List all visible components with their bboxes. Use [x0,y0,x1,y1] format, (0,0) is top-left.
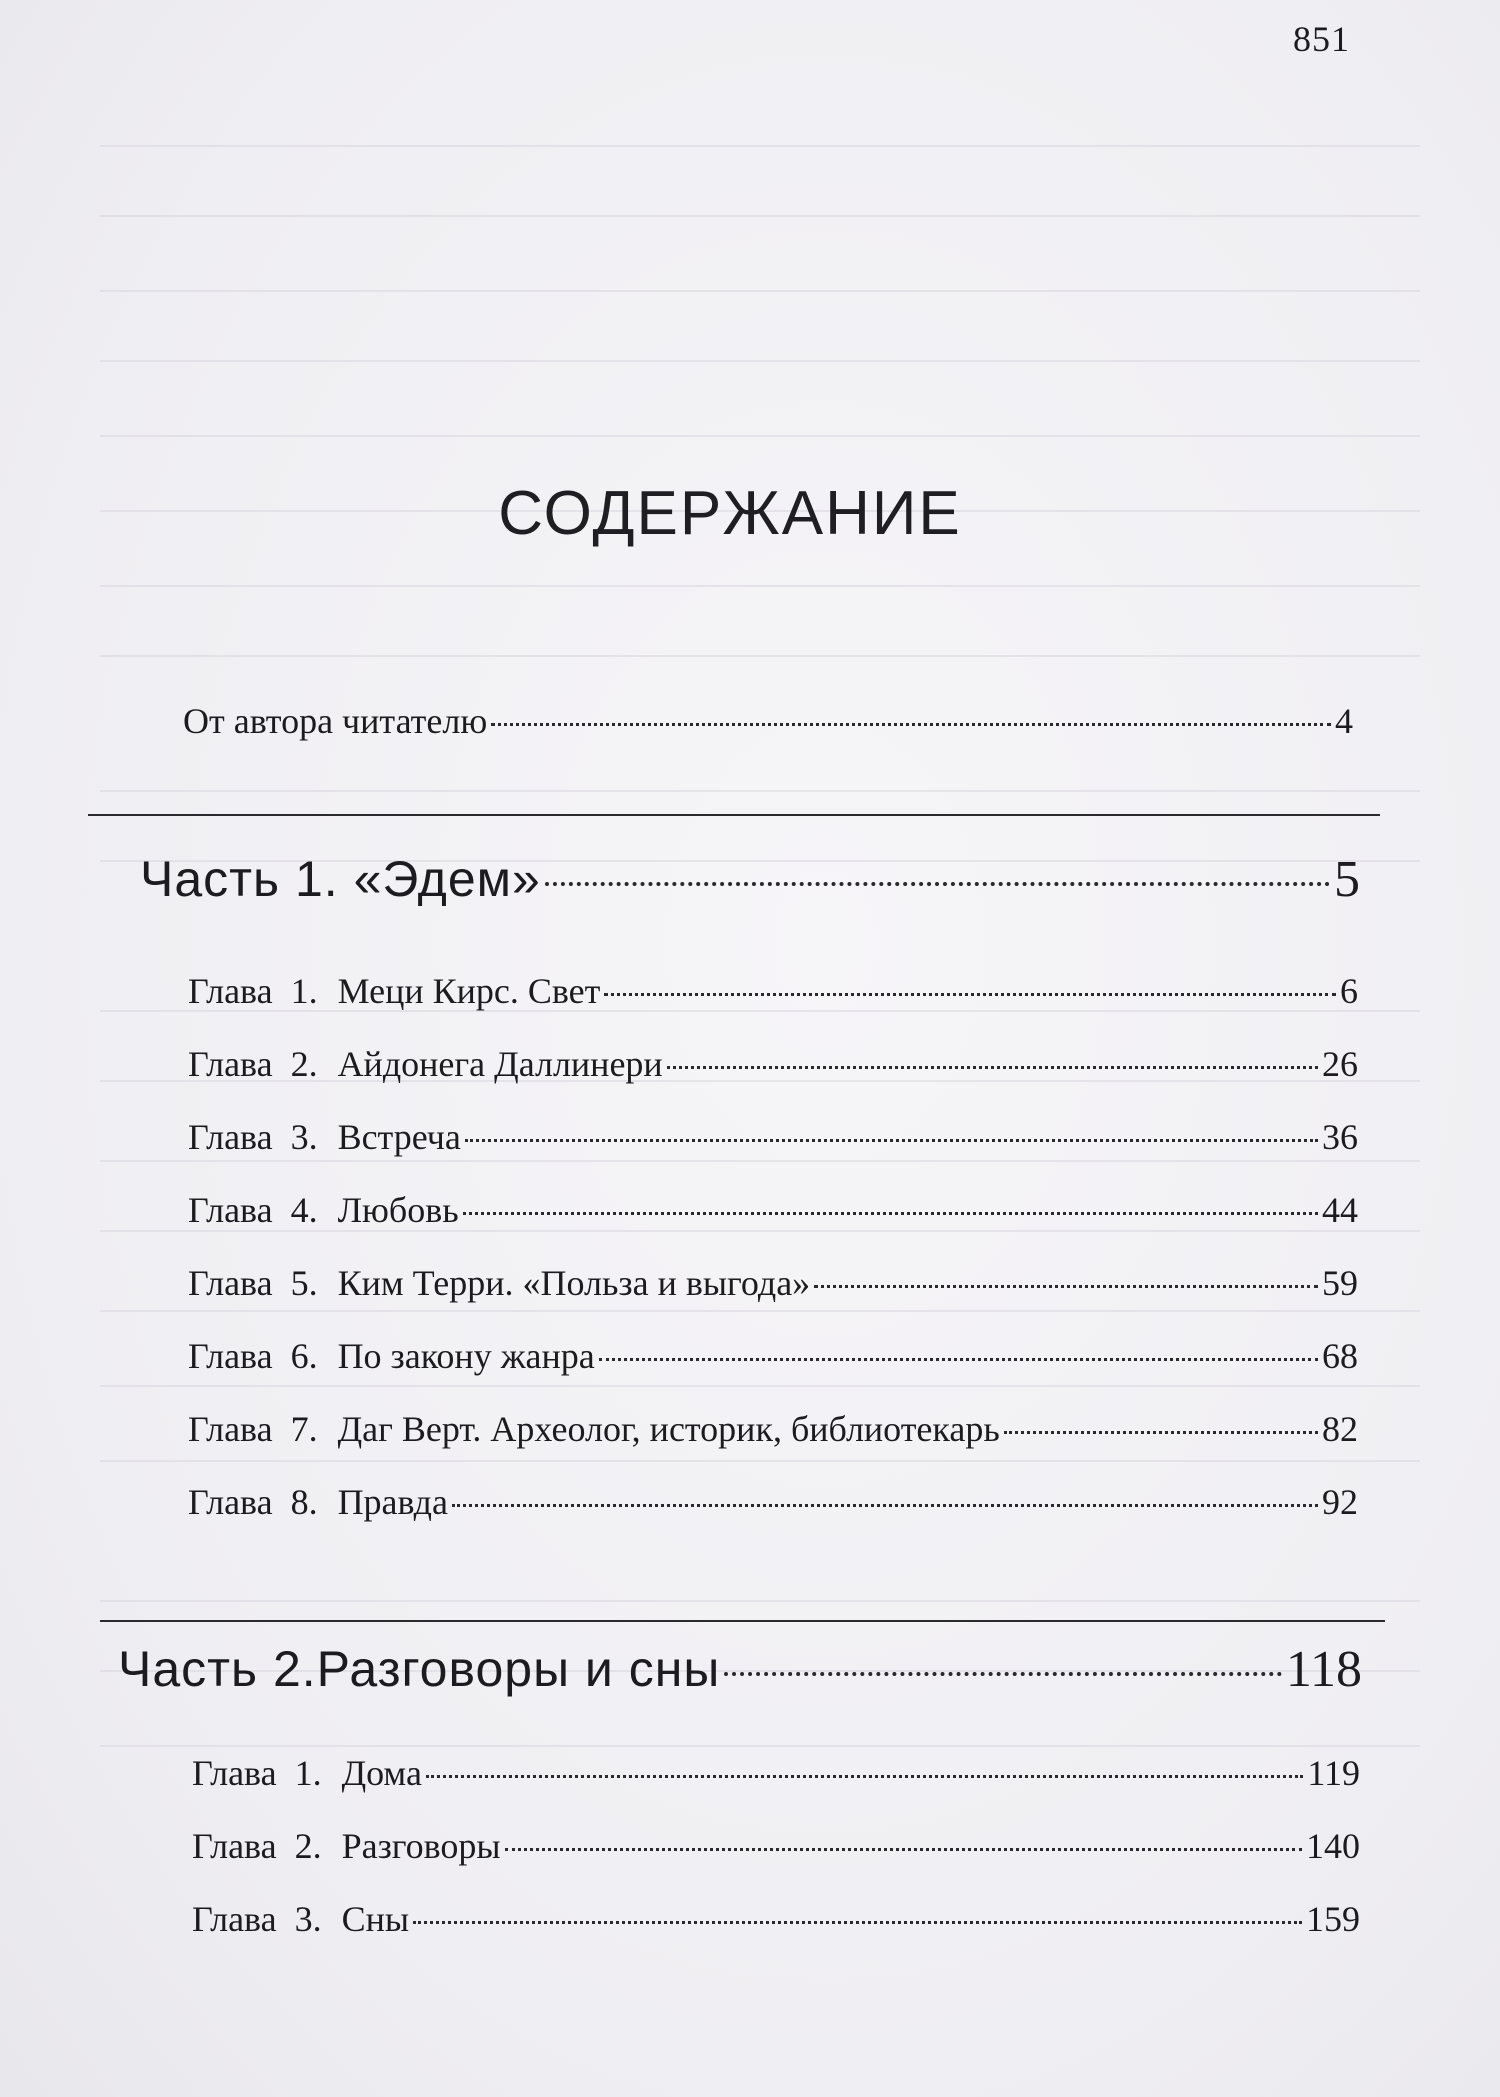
chapter-number: 2. [294,1826,322,1866]
chapter-word: Глава [192,1753,277,1793]
dot-leader [599,1358,1318,1361]
chapter-word: Глава [188,1044,273,1084]
chapter-page: 44 [1322,1190,1358,1230]
toc-part-1[interactable] [140,850,1360,909]
dot-leader [545,882,1330,886]
part-label: Часть 2.Разговоры и сны [118,1641,721,1697]
toc-chapter[interactable] [188,1189,1358,1231]
toc-part-2[interactable] [118,1640,1362,1699]
part-divider [88,814,1380,816]
chapter-page: 36 [1322,1117,1358,1157]
part-divider [100,1620,1385,1622]
dot-leader [814,1285,1318,1288]
part-label: Часть 1. «Эдем» [140,851,541,907]
chapter-page: 140 [1306,1826,1360,1866]
chapter-number: 1. [290,971,318,1011]
toc-chapter[interactable] [188,1262,1358,1304]
chapter-page: 26 [1322,1044,1358,1084]
chapter-page: 82 [1322,1409,1358,1449]
toc-entry-label: От автора читателю [183,701,488,741]
chapter-word: Глава [188,1263,273,1303]
chapter-number: 7. [290,1409,318,1449]
chapter-word: Глава [188,1336,273,1376]
dot-leader [724,1672,1282,1676]
chapter-page: 59 [1322,1263,1358,1303]
chapter-word: Глава [188,971,273,1011]
chapter-title: Айдонега Даллинери [337,1044,663,1084]
chapter-number: 3. [294,1899,322,1939]
chapter-title: Даг Верт. Археолог, историк, библиотекарь [337,1409,1000,1449]
toc-chapter[interactable] [192,1898,1360,1940]
chapter-title: Любовь [337,1190,459,1230]
part-page: 5 [1334,851,1360,908]
toc-chapter[interactable] [188,1408,1358,1450]
toc-chapter[interactable] [188,1481,1358,1523]
part-page: 118 [1285,1641,1362,1698]
toc-title: СОДЕРЖАНИЕ [498,479,962,548]
chapter-page: 92 [1322,1482,1358,1522]
toc-chapter[interactable] [192,1825,1360,1867]
dot-leader [463,1212,1318,1215]
chapter-title: По закону жанра [337,1336,595,1376]
toc-chapter[interactable] [192,1752,1360,1794]
chapter-page: 159 [1306,1899,1360,1939]
chapter-word: Глава [192,1899,277,1939]
toc-entry-preface[interactable] [183,700,1353,742]
dot-leader [667,1066,1318,1069]
chapter-number: 5. [290,1263,318,1303]
chapter-word: Глава [192,1826,277,1866]
chapter-word: Глава [188,1117,273,1157]
chapter-title: Сны [341,1899,410,1939]
chapter-number: 2. [290,1044,318,1084]
chapter-word: Глава [188,1482,273,1522]
chapter-page: 68 [1322,1336,1358,1376]
chapter-word: Глава [188,1190,273,1230]
chapter-title: Правда [337,1482,448,1522]
chapter-page: 119 [1307,1753,1360,1793]
chapter-number: 4. [290,1190,318,1230]
chapter-number: 3. [290,1117,318,1157]
toc-entry-page: 4 [1335,701,1353,741]
chapter-title: Меци Кирс. Свет [337,971,601,1011]
chapter-page: 6 [1340,971,1358,1011]
dot-leader [1004,1431,1318,1434]
toc-chapter[interactable] [188,970,1358,1012]
toc-chapter[interactable] [188,1043,1358,1085]
dot-leader [604,993,1336,996]
toc-chapter[interactable] [188,1335,1358,1377]
chapter-number: 1. [294,1753,322,1793]
chapter-title: Дома [341,1753,422,1793]
dot-leader [505,1848,1302,1851]
page-number: 851 [1293,19,1350,59]
dot-leader [465,1139,1318,1142]
chapter-title: Разговоры [341,1826,501,1866]
dot-leader [452,1504,1318,1507]
dot-leader [491,723,1331,726]
dot-leader [426,1775,1303,1778]
chapter-title: Ким Терри. «Польза и выгода» [337,1263,811,1303]
dot-leader [413,1921,1302,1924]
chapter-number: 8. [290,1482,318,1522]
chapter-number: 6. [290,1336,318,1376]
chapter-title: Встреча [337,1117,461,1157]
chapter-word: Глава [188,1409,273,1449]
toc-chapter[interactable] [188,1116,1358,1158]
